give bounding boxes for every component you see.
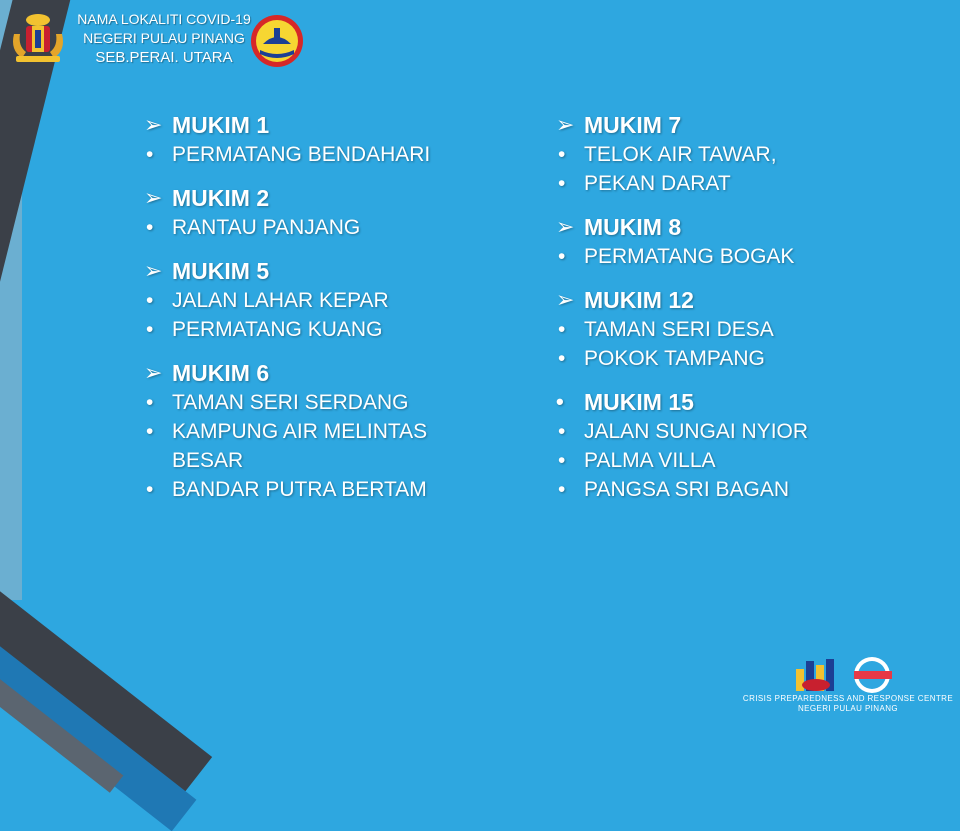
locality-name: TAMAN SERI DESA xyxy=(584,318,774,341)
arrow-marker-icon: ➢ xyxy=(556,112,575,137)
mukim-group xyxy=(144,183,472,242)
locality-name: PERMATANG BOGAK xyxy=(584,245,795,268)
locality-item xyxy=(556,475,884,504)
mukim-title: MUKIM 6 xyxy=(172,360,270,386)
locality-name: POKOK TAMPANG xyxy=(584,347,765,370)
mukim-title: MUKIM 15 xyxy=(584,389,694,415)
footer-line-2: NEGERI PULAU PINANG xyxy=(797,704,899,713)
mukim-group xyxy=(144,256,472,344)
locality-name: KAMPUNG AIR MELINTAS BESAR xyxy=(172,420,428,472)
bullet-icon: • xyxy=(146,216,154,239)
bullet-icon: • xyxy=(146,143,154,166)
right-column xyxy=(556,110,884,518)
bullet-icon: • xyxy=(558,245,566,268)
locality-item xyxy=(556,169,884,198)
bullet-icon: • xyxy=(146,420,154,443)
locality-name: PEKAN DARAT xyxy=(584,172,731,195)
bullet-icon: • xyxy=(558,420,566,443)
bullet-icon: • xyxy=(558,172,566,195)
arrow-marker-icon: ➢ xyxy=(556,287,575,312)
mukim-heading xyxy=(556,285,884,315)
mukim-heading xyxy=(556,110,884,140)
header-line-1: NAMA LOKALITI COVID-19 xyxy=(77,11,251,27)
cprc-logos-icon xyxy=(792,655,902,695)
bullet-icon: • xyxy=(146,391,154,414)
bullet-icon: • xyxy=(558,449,566,472)
mukim-heading xyxy=(144,256,472,286)
locality-item xyxy=(556,417,884,446)
mukim-title: MUKIM 12 xyxy=(584,287,694,313)
locality-name: RANTAU PANJANG xyxy=(172,216,361,239)
locality-item xyxy=(556,344,884,373)
bullet-icon: • xyxy=(558,143,566,166)
mukim-heading xyxy=(144,183,472,213)
locality-item xyxy=(144,417,472,475)
arrow-marker-icon: ➢ xyxy=(144,112,163,137)
mukim-group xyxy=(556,285,884,373)
locality-item xyxy=(556,315,884,344)
locality-item xyxy=(556,242,884,271)
locality-name: PERMATANG KUANG xyxy=(172,318,383,341)
mukim-heading xyxy=(556,212,884,242)
bullet-icon: • xyxy=(146,289,154,312)
footer-block xyxy=(730,694,960,714)
bullet-icon: • xyxy=(558,347,566,370)
arrow-marker-icon: ➢ xyxy=(144,185,163,210)
coat-of-arms-icon xyxy=(6,12,70,66)
locality-item xyxy=(556,446,884,475)
locality-item xyxy=(144,315,472,344)
bullet-icon: • xyxy=(146,318,154,341)
locality-name: PANGSA SRI BAGAN xyxy=(584,478,790,501)
mukim-title: MUKIM 7 xyxy=(584,112,682,138)
mukim-group xyxy=(556,212,884,271)
header-line-2: NEGERI PULAU PINANG xyxy=(83,30,245,46)
locality-name: JALAN SUNGAI NYIOR xyxy=(584,420,809,443)
locality-name: PERMATANG BENDAHARI xyxy=(172,143,431,166)
arrow-marker-icon: ➢ xyxy=(144,360,163,385)
mukim-heading xyxy=(144,358,472,388)
mukim-title: MUKIM 8 xyxy=(584,214,682,240)
mukim-heading xyxy=(144,110,472,140)
mukim-heading xyxy=(556,387,884,417)
mukim-title: MUKIM 2 xyxy=(172,185,270,211)
mukim-group xyxy=(556,110,884,198)
mukim-group xyxy=(144,110,472,169)
state-emblem-icon xyxy=(250,14,304,68)
bullet-icon: • xyxy=(558,318,566,341)
bullet-icon: • xyxy=(556,389,564,414)
bullet-icon: • xyxy=(558,478,566,501)
locality-item xyxy=(144,140,472,169)
left-column xyxy=(144,110,472,518)
header-block xyxy=(74,10,254,67)
mukim-group xyxy=(556,387,884,504)
mukim-title: MUKIM 1 xyxy=(172,112,270,138)
mukim-title: MUKIM 5 xyxy=(172,258,270,284)
locality-item xyxy=(144,388,472,417)
footer-line-1: CRISIS PREPAREDNESS AND RESPONSE CENTRE xyxy=(742,694,954,703)
bullet-icon: • xyxy=(146,478,154,501)
locality-item xyxy=(144,475,472,504)
mukim-group xyxy=(144,358,472,504)
locality-name: TAMAN SERI SERDANG xyxy=(172,391,409,414)
arrow-marker-icon: ➢ xyxy=(144,258,163,283)
header-line-3: SEB.PERAI. UTARA xyxy=(95,49,233,66)
locality-name: JALAN LAHAR KEPAR xyxy=(172,289,389,312)
locality-item xyxy=(144,213,472,242)
locality-item xyxy=(144,286,472,315)
locality-name: PALMA VILLA xyxy=(584,449,716,472)
locality-name: TELOK AIR TAWAR, xyxy=(584,143,777,166)
arrow-marker-icon: ➢ xyxy=(556,214,575,239)
locality-name: BANDAR PUTRA BERTAM xyxy=(172,478,427,501)
locality-item xyxy=(556,140,884,169)
